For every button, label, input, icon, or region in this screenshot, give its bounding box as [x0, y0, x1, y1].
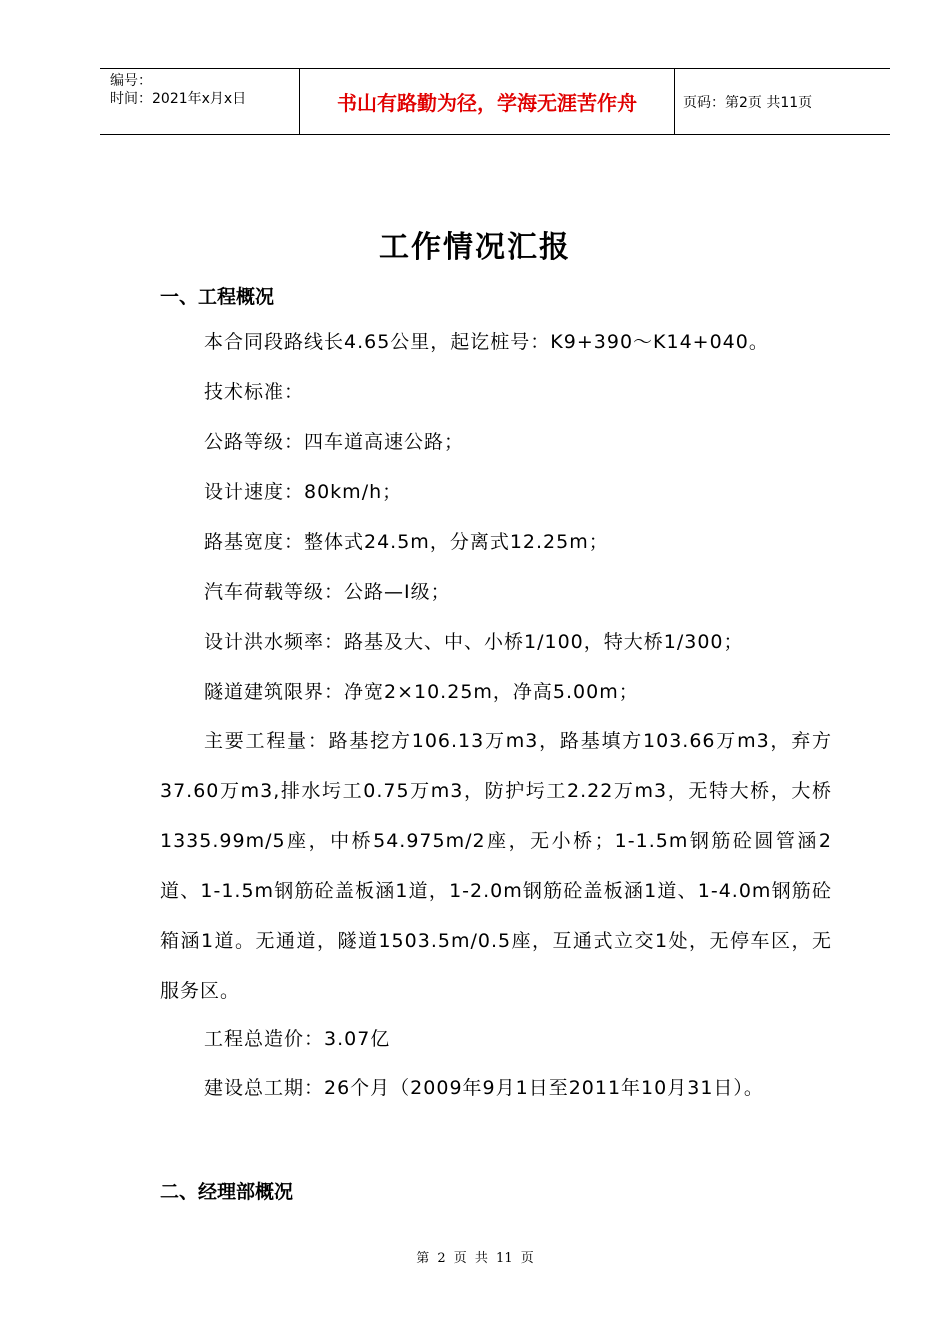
tunnel-limit-paragraph: 隧道建筑限界：净宽2×10.25m，净高5.00m；	[204, 681, 639, 703]
document-title: 工作情况汇报	[379, 230, 571, 265]
header-motto: 书山有路勤为径，学海无涯苦作舟	[300, 69, 675, 134]
serial-label: 编号：	[110, 73, 152, 89]
design-speed-paragraph: 设计速度：80km/h；	[204, 481, 403, 503]
vehicle-load-paragraph: 汽车荷载等级：公路—I级；	[204, 581, 451, 603]
section-heading-management: 二、经理部概况	[160, 1181, 294, 1203]
quantities-paragraph: 主要工程量：路基挖方106.13万m3，路基填方103.66万m3，弃方37.60万m3,排水圬工0.75万m3，防护圬工2.22万m3，无特大桥，大桥1335.99m/5座，中桥54.975m/2座，无小桥；1-1.5m钢筋砼圆管涵2道、1-1.5m钢筋砼盖板涵1道，1-2.0m钢筋砼盖板涵1道、1-4.0m钢筋砼箱涵1道。无通道，隧道1503.5m/0.5座，互通式立交1处，无停车区，无服务区。	[160, 730, 832, 1002]
route-length-paragraph: 本合同段路线长4.65公里，起讫桩号：K9+390～K14+040。	[204, 331, 769, 353]
flood-frequency-paragraph: 设计洪水频率：路基及大、中、小桥1/100，特大桥1/300；	[204, 631, 744, 653]
header-meta	[100, 69, 300, 134]
page-header	[100, 68, 890, 135]
header-page-info: 页码：第2页 共11页	[683, 94, 813, 111]
road-grade-paragraph: 公路等级：四车道高速公路；	[204, 431, 465, 453]
subgrade-width-paragraph: 路基宽度：整体式24.5m，分离式12.25m；	[204, 531, 609, 553]
page-footer: 第 2 页 共 11 页	[416, 1251, 534, 1266]
time-label: 时间：2021年x月x日	[110, 91, 247, 107]
tech-standard-label: 技术标准：	[204, 381, 305, 403]
total-cost-paragraph: 工程总造价：3.07亿	[204, 1028, 391, 1050]
duration-paragraph: 建设总工期：26个月（2009年9月1日至2011年10月31日）。	[204, 1077, 764, 1099]
section-heading-overview: 一、工程概况	[160, 286, 275, 308]
